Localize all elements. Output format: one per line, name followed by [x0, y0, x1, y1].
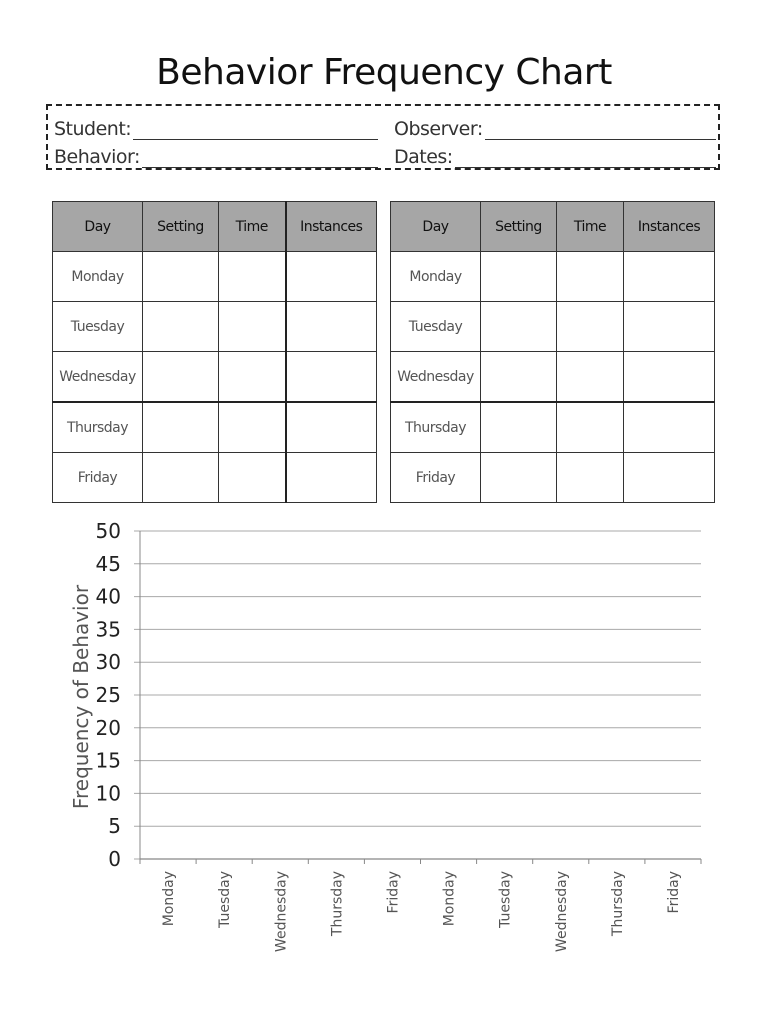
y-tick-label: 20	[95, 715, 121, 740]
x-category-label: Wednesday	[553, 871, 570, 953]
day-cell: Thursday	[391, 402, 481, 453]
y-tick-label: 5	[108, 814, 121, 839]
student-label: Student:	[54, 118, 132, 140]
setting-cell[interactable]	[481, 402, 557, 453]
table-row	[391, 252, 715, 302]
table-row	[391, 302, 715, 352]
behavior-label: Behavior:	[54, 146, 140, 168]
y-tick-label: 15	[95, 748, 121, 773]
dates-field[interactable]	[394, 142, 716, 168]
instances-cell[interactable]	[286, 252, 377, 302]
time-cell[interactable]	[557, 252, 624, 302]
instances-cell[interactable]	[286, 453, 377, 503]
setting-cell[interactable]	[143, 352, 219, 403]
x-category-label: Wednesday	[273, 871, 290, 953]
y-tick-label: 35	[95, 617, 121, 642]
table-row	[391, 402, 715, 453]
setting-cell[interactable]	[481, 352, 557, 403]
week-2-table	[390, 201, 715, 503]
time-cell[interactable]	[557, 352, 624, 403]
y-tick-label: 10	[95, 781, 121, 806]
y-tick-label: 40	[95, 584, 121, 609]
y-tick-label: 45	[95, 551, 121, 576]
table-header-row	[391, 202, 715, 252]
y-tick-label: 50	[95, 519, 121, 543]
behavior-field[interactable]	[54, 142, 378, 168]
instances-cell[interactable]	[624, 402, 715, 453]
instances-cell[interactable]	[286, 402, 377, 453]
table-row	[391, 352, 715, 403]
x-category-label: Friday	[665, 871, 682, 914]
table-row	[53, 252, 377, 302]
y-tick-label: 25	[95, 683, 121, 707]
x-category-label: Thursday	[609, 871, 626, 937]
time-cell[interactable]	[219, 252, 286, 302]
header-day: Day	[53, 202, 143, 252]
observer-label: Observer:	[394, 118, 483, 140]
time-cell[interactable]	[557, 302, 624, 352]
student-field[interactable]	[54, 114, 378, 140]
setting-cell[interactable]	[481, 252, 557, 302]
table-row	[53, 402, 377, 453]
table-row	[53, 302, 377, 352]
instances-cell[interactable]	[286, 302, 377, 352]
header-setting: Setting	[481, 202, 557, 252]
day-cell: Friday	[53, 453, 143, 503]
setting-cell[interactable]	[143, 453, 219, 503]
day-cell: Thursday	[53, 402, 143, 453]
day-cell: Monday	[391, 252, 481, 302]
dates-line[interactable]	[455, 149, 716, 168]
instances-cell[interactable]	[286, 352, 377, 403]
behavior-line[interactable]	[142, 149, 378, 168]
time-cell[interactable]	[219, 453, 286, 503]
y-axis-title: Frequency of Behavior	[69, 584, 93, 810]
y-tick-label: 0	[108, 847, 121, 871]
dates-label: Dates:	[394, 146, 453, 168]
x-category-label: Monday	[441, 871, 458, 927]
observer-line[interactable]	[485, 121, 716, 140]
day-cell: Tuesday	[391, 302, 481, 352]
time-cell[interactable]	[219, 352, 286, 403]
setting-cell[interactable]	[481, 453, 557, 503]
page-title: Behavior Frequency Chart	[156, 52, 612, 93]
instances-cell[interactable]	[624, 302, 715, 352]
time-cell[interactable]	[557, 453, 624, 503]
time-cell[interactable]	[557, 402, 624, 453]
table-row	[391, 453, 715, 503]
time-cell[interactable]	[219, 302, 286, 352]
instances-cell[interactable]	[624, 453, 715, 503]
x-category-label: Tuesday	[497, 871, 514, 928]
week-1-table	[52, 201, 377, 503]
header-time: Time	[219, 202, 286, 252]
header-time: Time	[557, 202, 624, 252]
instances-cell[interactable]	[624, 352, 715, 403]
x-category-label: Friday	[385, 871, 402, 914]
day-cell: Wednesday	[53, 352, 143, 403]
table-row	[53, 453, 377, 503]
setting-cell[interactable]	[481, 302, 557, 352]
day-cell: Wednesday	[391, 352, 481, 403]
setting-cell[interactable]	[143, 252, 219, 302]
header-instances: Instances	[286, 202, 377, 252]
day-cell: Monday	[53, 252, 143, 302]
setting-cell[interactable]	[143, 402, 219, 453]
day-cell: Friday	[391, 453, 481, 503]
header-instances: Instances	[624, 202, 715, 252]
table-header-row	[53, 202, 377, 252]
setting-cell[interactable]	[143, 302, 219, 352]
header-day: Day	[391, 202, 481, 252]
instances-cell[interactable]	[624, 252, 715, 302]
y-tick-label: 30	[95, 650, 121, 675]
observer-field[interactable]	[394, 114, 716, 140]
day-cell: Tuesday	[53, 302, 143, 352]
table-row	[53, 352, 377, 403]
x-category-label: Monday	[161, 871, 178, 927]
x-category-label: Thursday	[329, 871, 346, 937]
frequency-chart	[0, 510, 768, 990]
x-category-label: Tuesday	[217, 871, 234, 928]
header-setting: Setting	[143, 202, 219, 252]
student-line[interactable]	[133, 121, 378, 140]
time-cell[interactable]	[219, 402, 286, 453]
observation-info-box	[46, 104, 720, 170]
